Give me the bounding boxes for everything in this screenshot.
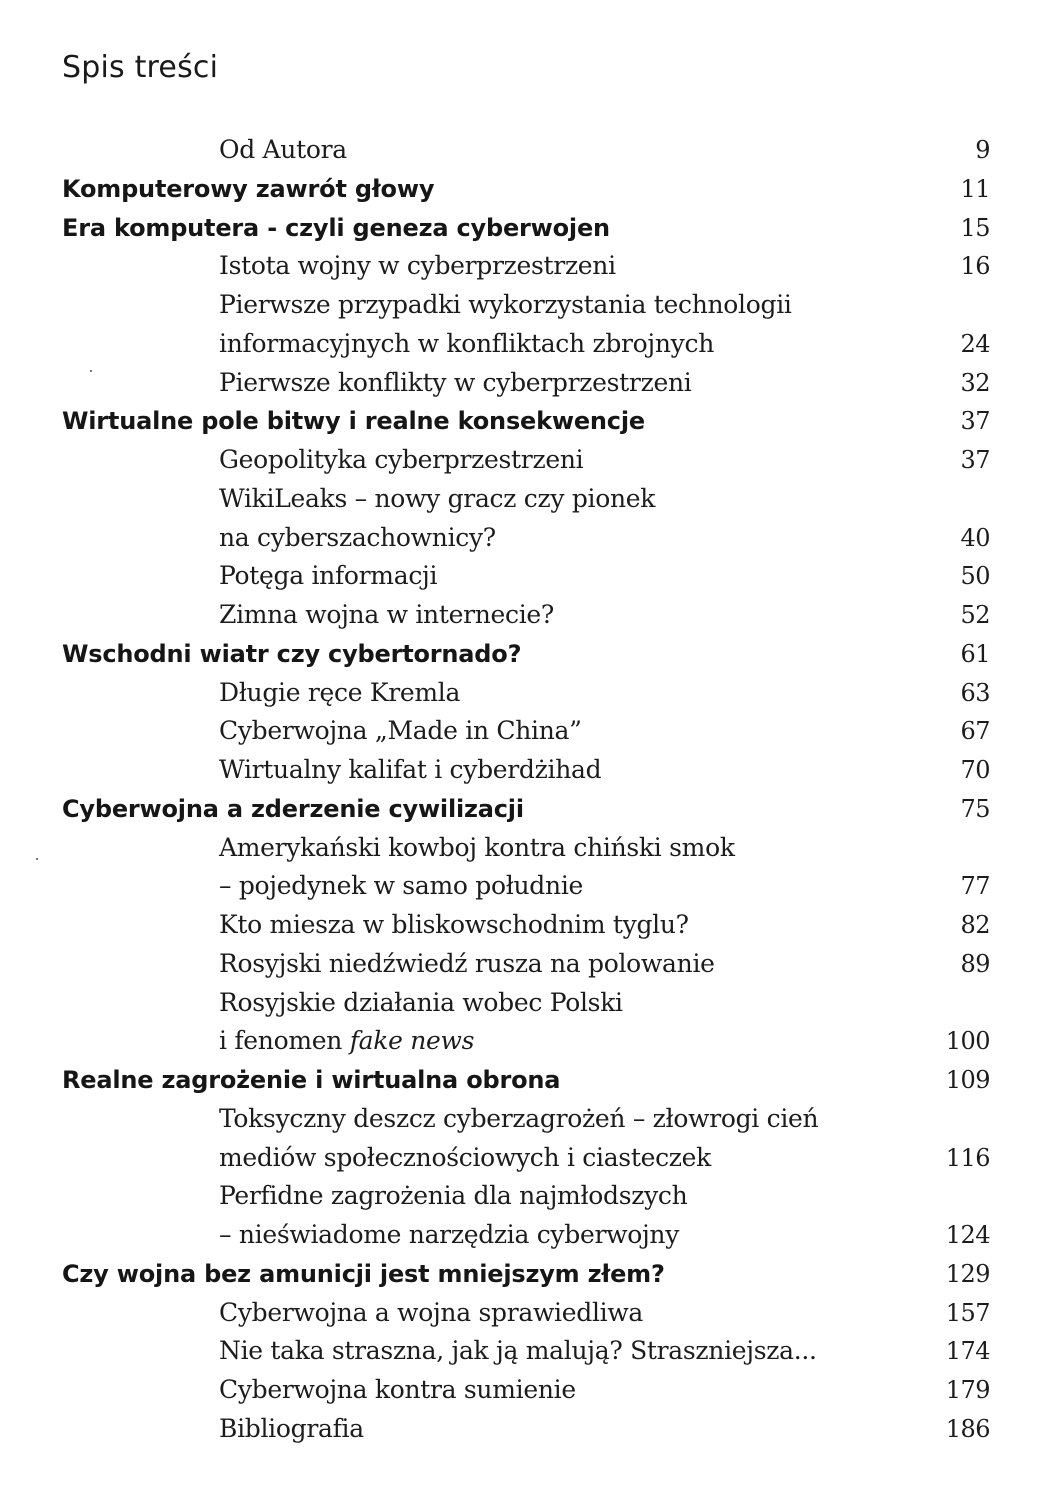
page-number: 186 [945, 1414, 990, 1443]
entry-text: Zimna wojna w internecie? [219, 600, 555, 629]
entry-text: Długie ręce Kremla [219, 677, 461, 707]
chapter-title [62, 1255, 665, 1294]
section-title [219, 1139, 711, 1178]
toc-chapter-row [0, 170, 1042, 209]
print-speck [90, 370, 92, 372]
section-title [219, 480, 655, 519]
entry-text: Realne zagrożenie i wirtualna obrona [62, 1066, 561, 1094]
toc-section-row [0, 364, 1042, 403]
toc-section-row [0, 867, 1042, 906]
toc-section-row [0, 596, 1042, 635]
section-title [219, 674, 460, 713]
section-title [219, 751, 601, 790]
toc-chapter-row [0, 1255, 1042, 1294]
section-title [219, 1294, 643, 1333]
section-title [219, 1410, 364, 1449]
section-title [219, 829, 735, 868]
entry-text: Komputerowy zawrót głowy [62, 174, 435, 203]
chapter-title [62, 635, 521, 674]
chapter-title [62, 790, 524, 829]
section-title [219, 1022, 474, 1061]
toc-section-row [0, 1177, 1042, 1216]
page-number: 52 [960, 601, 990, 629]
entry-text: Bibliografia [219, 1413, 364, 1443]
toc-chapter-row [0, 1061, 1042, 1100]
toc-section-row [0, 906, 1042, 945]
page-number: 37 [960, 446, 990, 474]
toc-section-row [0, 286, 1042, 325]
page-number: 89 [960, 949, 990, 978]
section-title [219, 1332, 817, 1371]
page-number: 129 [945, 1259, 990, 1288]
entry-text: Cyberwojna kontra sumienie [219, 1375, 576, 1404]
entry-text: i fenomen [219, 1026, 350, 1056]
toc-section-row [0, 945, 1042, 984]
page-number: 100 [945, 1027, 990, 1056]
entry-text: Potęga informacji [219, 561, 438, 591]
entry-text: Wirtualny kalifat i cyberdżihad [219, 755, 602, 784]
page-number: 116 [945, 1143, 990, 1172]
print-speck [36, 858, 38, 860]
table-of-contents [0, 131, 1042, 1449]
section-title [219, 247, 616, 286]
entry-text: informacyjnych w konfliktach zbrojnych [219, 328, 715, 358]
toc-section-row [0, 712, 1042, 751]
toc-section-row [0, 247, 1042, 286]
entry-text: Czy wojna bez amunicji jest mniejszym złem? [62, 1259, 665, 1288]
section-title [219, 712, 582, 751]
section-title [219, 596, 554, 635]
entry-text: Rosyjski niedźwiedź rusza na polowanie [219, 948, 715, 978]
page-number: 157 [945, 1298, 990, 1327]
section-title [219, 441, 583, 480]
entry-text: na cyberszachownicy? [219, 522, 496, 552]
entry-text: Rosyjskie działania wobec Polski [219, 987, 623, 1017]
toc-section-row [0, 557, 1042, 596]
toc-section-row [0, 829, 1042, 868]
toc-section-row [0, 1332, 1042, 1371]
page-number: 11 [960, 174, 990, 203]
toc-section-row [0, 480, 1042, 519]
section-title [219, 364, 691, 403]
toc-section-row [0, 1371, 1042, 1410]
entry-text: Nie taka straszna, jak ją malują? Straszniejsza... [219, 1336, 817, 1366]
page-number: 15 [960, 213, 990, 242]
toc-section-row [0, 1410, 1042, 1449]
entry-text: – nieświadome narzędzia cyberwojny [219, 1220, 680, 1249]
toc-section-row [0, 519, 1042, 558]
entry-text: Amerykański kowboj kontra chiński smok [219, 832, 735, 862]
page-number: 174 [945, 1337, 990, 1366]
page-number: 37 [960, 407, 990, 436]
section-title [219, 286, 792, 325]
chapter-title [62, 170, 434, 209]
toc-section-row [0, 1294, 1042, 1333]
page-number: 77 [960, 872, 990, 901]
entry-text: Cyberwojna „Made in China” [219, 716, 582, 746]
entry-text-italic: fake news [349, 1026, 475, 1056]
entry-text: Kto miesza w bliskowschodnim tyglu? [219, 910, 689, 939]
toc-section-row [0, 325, 1042, 364]
toc-chapter-row [0, 402, 1042, 441]
section-title [219, 1371, 576, 1410]
page-title: Spis treści [62, 50, 219, 85]
entry-text: Era komputera - czyli geneza cyberwojen [62, 213, 610, 242]
section-title [219, 867, 583, 906]
section-title [219, 131, 347, 170]
page-number: 82 [960, 911, 990, 939]
entry-text: Cyberwojna a zderzenie cywilizacji [62, 794, 524, 823]
section-title [219, 984, 623, 1023]
chapter-title [62, 209, 610, 248]
toc-section-row [0, 984, 1042, 1023]
chapter-title [62, 402, 645, 441]
entry-text: Geopolityka cyberprzestrzeni [219, 445, 584, 474]
entry-text: Istota wojny w cyberprzestrzeni [219, 251, 616, 281]
toc-chapter-row [0, 790, 1042, 829]
page-number: 32 [960, 368, 990, 397]
entry-text: WikiLeaks – nowy gracz czy pionek [219, 483, 656, 513]
chapter-title [62, 1061, 560, 1100]
page-number: 16 [960, 252, 990, 281]
toc-section-row [0, 1139, 1042, 1178]
toc-section-row [0, 1100, 1042, 1139]
page-number: 24 [960, 329, 990, 358]
entry-text: Wirtualne pole bitwy i realne konsekwencje [62, 407, 645, 436]
section-title [219, 906, 689, 945]
entry-text: Pierwsze konflikty w cyberprzestrzeni [219, 367, 692, 397]
entry-text: Cyberwojna a wojna sprawiedliwa [219, 1297, 644, 1327]
page-number: 40 [960, 523, 990, 552]
entry-text: mediów społecznościowych i ciasteczek [219, 1142, 711, 1172]
toc-section-row [0, 441, 1042, 480]
entry-text: Od Autora [219, 135, 347, 164]
entry-text: Toksyczny deszcz cyberzagrożeń – złowrogi cień [219, 1103, 819, 1133]
toc-section-row [0, 1216, 1042, 1255]
entry-text: Pierwsze przypadki wykorzystania technologii [219, 290, 792, 319]
section-title [219, 945, 715, 984]
toc-chapter-row [0, 209, 1042, 248]
page-number: 61 [960, 639, 990, 668]
section-title [219, 1216, 679, 1255]
section-title [219, 1100, 818, 1139]
section-title [219, 1177, 687, 1216]
page-number: 50 [960, 562, 990, 591]
section-title [219, 519, 496, 558]
page-number: 63 [960, 678, 990, 707]
page-number: 109 [945, 1066, 990, 1094]
entry-text: – pojedynek w samo południe [219, 871, 584, 901]
entry-text: Perfidne zagrożenia dla najmłodszych [219, 1181, 688, 1211]
page-number: 124 [945, 1221, 990, 1249]
page-number: 9 [975, 136, 990, 164]
toc-section-row [0, 131, 1042, 170]
page-number: 67 [960, 717, 990, 746]
entry-text: Wschodni wiatr czy cybertornado? [62, 639, 522, 668]
page-number: 70 [960, 756, 990, 784]
toc-section-row [0, 674, 1042, 713]
toc-chapter-row [0, 635, 1042, 674]
toc-section-row [0, 751, 1042, 790]
page-number: 75 [960, 794, 990, 823]
section-title [219, 325, 714, 364]
toc-section-row [0, 1022, 1042, 1061]
page-number: 179 [945, 1376, 990, 1404]
section-title [219, 557, 437, 596]
